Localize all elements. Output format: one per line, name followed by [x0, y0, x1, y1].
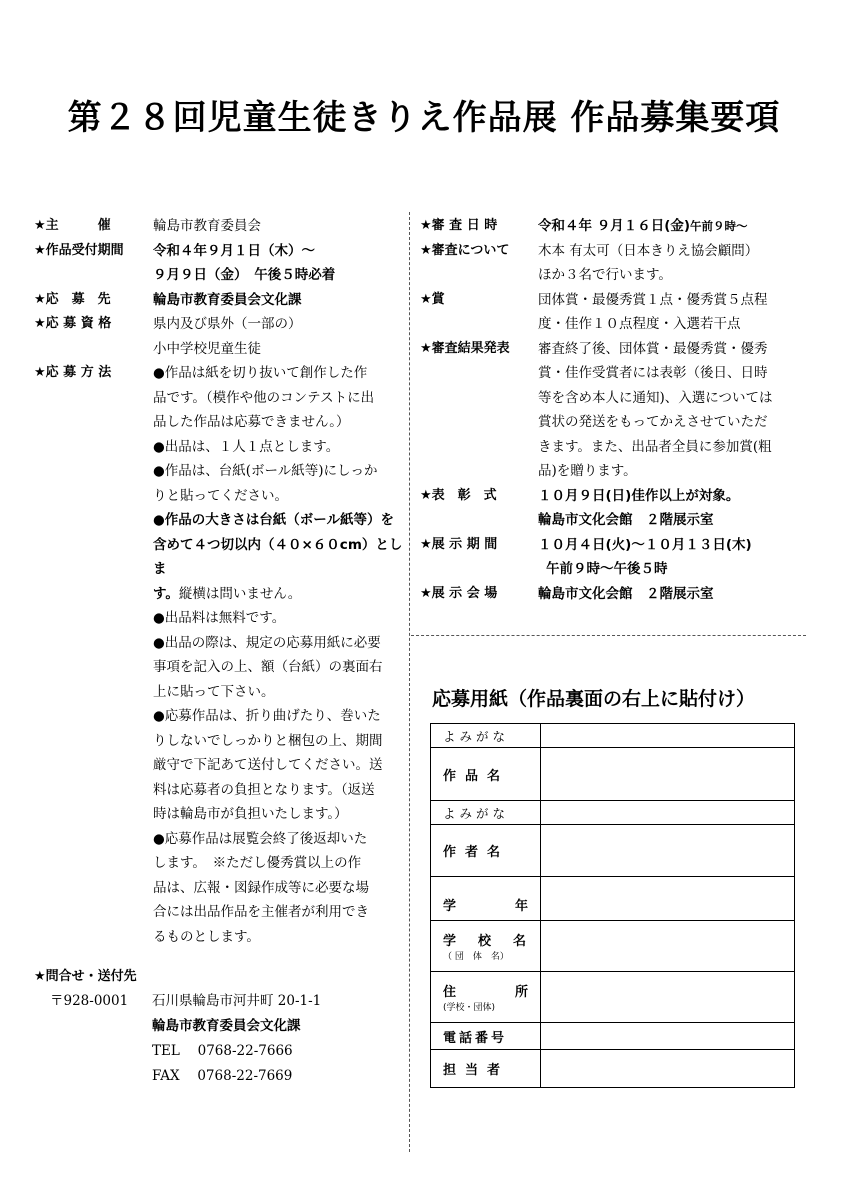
left-column [34, 214, 406, 949]
address-label-1: 住 [443, 984, 457, 1000]
address-field[interactable] [541, 972, 795, 1023]
method-line: 厳守で下記あて送付してください。送 [153, 757, 383, 773]
contact-section [34, 964, 406, 1089]
furigana-author-field[interactable] [541, 801, 795, 825]
destination-value: 輪島市教育委員会文化課 [153, 291, 302, 308]
application-form-table [430, 723, 795, 1088]
results-row [420, 337, 810, 484]
vertical-divider [409, 212, 410, 1152]
results-label: ★審査結果発表 [420, 340, 510, 356]
contact-fax: FAX 0768-22-7669 [152, 1068, 293, 1084]
judging-date-row [420, 214, 810, 239]
ceremony-row [420, 484, 810, 533]
furigana-label: よみがな [443, 728, 510, 744]
results-line: 賞状の発送をもってかえさせていただ [538, 414, 768, 430]
group-sublabel: （ 団 体 名） [443, 951, 509, 962]
eligibility-label: ★応 募 資 格 [34, 316, 112, 331]
period-line1: 令和４年９月１日（木）～ [153, 242, 315, 259]
period-line2: ９月９日（金） 午後５時必着 [153, 267, 336, 283]
ceremony-label: ★表 彰 式 [420, 487, 497, 503]
address-label-2: 所 [514, 984, 528, 1000]
method-line-bold: ●作品の大きさは台紙（ボール紙等）を [153, 512, 395, 528]
organizer-row [34, 214, 406, 239]
method-line: 合には出品作品を主催者が利用でき [153, 904, 369, 920]
exhibit-period-label: ★展 示 期 間 [420, 536, 498, 552]
method-line: ●応募作品は展覧会終了後返却いた [153, 830, 368, 847]
awards-line1: 団体賞・最優秀賞１点・優秀賞５点程 [538, 291, 768, 308]
phone-field[interactable] [541, 1023, 795, 1050]
method-row [34, 361, 406, 949]
method-line: ●出品の際は、規定の応募用紙に必要 [153, 634, 381, 651]
method-line: 品は、広報・図録作成等に必要な場 [153, 879, 369, 896]
method-line: ●出品料は無料です。 [153, 610, 286, 626]
results-line: きます。また、出品者全員に参加賞(粗 [538, 438, 772, 455]
exhibit-venue-label: ★展 示 会 場 [420, 585, 498, 601]
method-line: 上に貼って下さい。 [153, 683, 275, 700]
awards-line2: 度・佳作１０点程度・入選若干点 [538, 316, 741, 332]
method-line: りしないでしっかりと梱包の上、期間 [153, 732, 383, 749]
contact-zip: 〒928-0001 [50, 993, 129, 1009]
grade-field[interactable] [541, 877, 795, 921]
eligibility-row [34, 312, 406, 361]
school-field[interactable] [541, 921, 795, 972]
school-label-2: 校 [477, 933, 491, 949]
results-line: 賞・佳作受賞者には表彰（後日、日時 [538, 365, 768, 381]
address-sublabel: (学校・団体) [443, 1002, 496, 1013]
method-line: りと貼ってください。 [153, 487, 288, 504]
destination-row [34, 288, 406, 313]
judging-date-time: 午前９時～ [690, 219, 748, 233]
method-line: 品した作品は応募できません。） [153, 414, 350, 430]
method-line: 事項を記入の上、額（台紙）の裏面右 [153, 659, 383, 675]
awards-row [420, 288, 810, 337]
method-label: ★応 募 方 法 [34, 365, 112, 380]
author-field[interactable] [541, 825, 795, 877]
contact-address: 石川県輪島市河井町 20-1-1 [152, 993, 322, 1009]
organizer-label: ★主 催 [34, 218, 111, 233]
period-row [34, 239, 406, 288]
work-name-label: 作品名 [443, 768, 510, 784]
awards-label: ★賞 [420, 291, 445, 307]
results-line: 品)を贈ります。 [538, 463, 637, 479]
method-line: るものとします。 [153, 928, 260, 945]
contact-office: 輪島市教育委員会文化課 [152, 1018, 301, 1034]
furigana-work-field[interactable] [541, 724, 795, 748]
results-line: 審査終了後、団体賞・最優秀賞・優秀 [538, 340, 768, 357]
school-label-1: 学 [443, 933, 457, 949]
eligibility-line2: 小中学校児童生徒 [153, 340, 261, 357]
method-bold-suffix: す。 [153, 585, 179, 602]
contact-heading: ★問合せ・送付先 [34, 969, 137, 984]
eligibility-line1: 県内及び県外（一部の） [153, 316, 302, 332]
ceremony-line1: １０月９日(日)佳作以上が対象。 [538, 487, 740, 504]
exhibit-period-line2: 午前９時～午後５時 [546, 561, 668, 577]
form-title: 応募用紙（作品裏面の右上に貼付け） [432, 688, 756, 710]
judging-about-label: ★審査について [420, 242, 510, 258]
method-line-bold: 含めて４つ切以内（４０×６０cm）としま [153, 536, 403, 577]
judging-about-line1: 木本 有太可（日本きりえ協会顧問） [538, 242, 759, 259]
organizer-value: 輪島市教育委員会 [153, 218, 261, 234]
method-line: ●出品は、１人１点とします。 [153, 438, 340, 455]
results-line: 等を含め本人に通知)、入選については [538, 389, 773, 406]
exhibit-period-row [420, 533, 810, 582]
phone-label: 電話番号 [443, 1030, 508, 1046]
method-line: ●作品は紙を切り抜いて創作した作 [153, 365, 368, 381]
page-title: 第２８回児童生徒きりえ作品展 作品募集要項 [67, 98, 781, 138]
ceremony-line2: 輪島市文化会館 ２階展示室 [538, 512, 714, 528]
horizontal-divider [411, 635, 806, 636]
judging-date-value: 令和４年 ９月１６日(金) [538, 218, 691, 234]
method-line: 時は輪島市が負担いたします。） [153, 806, 348, 822]
person-field[interactable] [541, 1050, 795, 1088]
method-line: 縦横は問いません。 [178, 585, 302, 602]
school-label-3: 名 [512, 933, 526, 949]
method-line: ●作品は、台紙(ボール紙等)にしっか [153, 463, 378, 479]
right-column [420, 214, 810, 606]
judging-date-label: ★審 査 日 時 [420, 218, 498, 233]
contact-tel: TEL 0768-22-7666 [152, 1043, 293, 1059]
method-line: ●応募作品は、折り曲げたり、巻いた [153, 708, 381, 724]
grade-label-2: 年 [514, 899, 528, 914]
work-name-field[interactable] [541, 748, 795, 801]
method-line: 料は応募者の負担となります。（返送 [153, 781, 375, 798]
exhibit-period-line1: １０月４日(火)～１０月１３日(木) [538, 536, 752, 553]
author-label: 作者名 [443, 845, 510, 860]
judging-about-line2: ほか３名で行います。 [538, 267, 672, 283]
method-line: 品です。（模作や他のコンテストに出 [153, 389, 375, 406]
destination-label: ★応 募 先 [34, 291, 111, 307]
exhibit-venue-value: 輪島市文化会館 ２階展示室 [538, 585, 714, 602]
method-line: します。 ※ただし優秀賞以上の作 [153, 855, 362, 871]
furigana-label: よみがな [443, 805, 510, 821]
person-label: 担当者 [443, 1063, 510, 1078]
judging-about-row [420, 239, 810, 288]
period-label: ★作品受付期間 [34, 242, 124, 258]
exhibit-venue-row [420, 582, 810, 607]
grade-label-1: 学 [443, 899, 457, 914]
